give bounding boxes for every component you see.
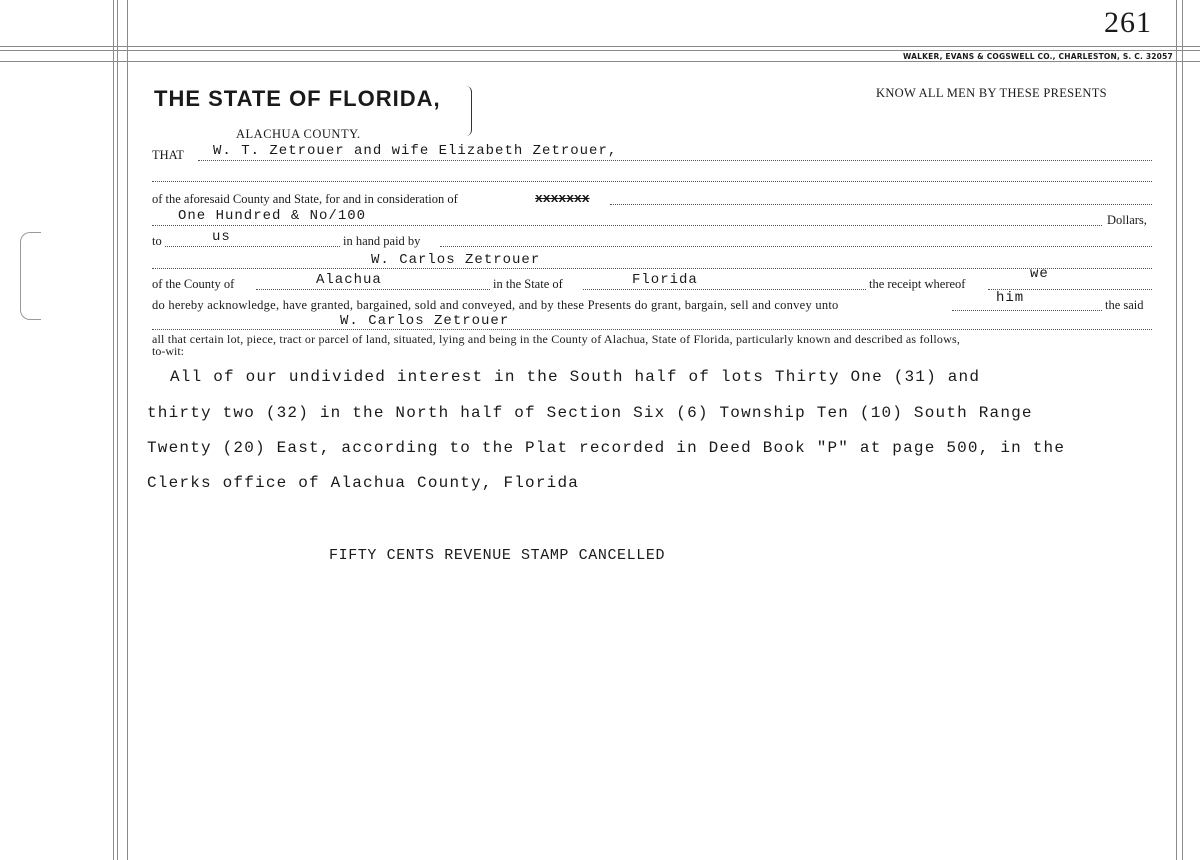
- binder-clip: [20, 232, 41, 320]
- convey-value: him: [996, 290, 1025, 306]
- to-value: us: [212, 229, 231, 245]
- amount-value: One Hundred & No/100: [178, 208, 367, 224]
- to-label: to: [152, 234, 162, 248]
- state-of-label: in the State of: [493, 277, 563, 291]
- hand-paid-line: [440, 246, 1152, 247]
- grantee-line: [152, 329, 1152, 330]
- the-said-label: the said: [1105, 298, 1144, 312]
- consideration-struck: xxxxxxx: [535, 191, 590, 206]
- that-label: THAT: [152, 148, 184, 162]
- convey-line: [952, 310, 1102, 311]
- county-of-line: [256, 289, 490, 290]
- margin-line-right-1: [1176, 0, 1177, 860]
- description-line3: Twenty (20) East, according to the Plat recorded in Deed Book "P" at page 500, in the: [147, 439, 1066, 457]
- state-value: Florida: [632, 272, 698, 288]
- know-all-men: KNOW ALL MEN BY THESE PRESENTS: [876, 86, 1107, 100]
- header-rule-1: [0, 46, 1200, 47]
- land-clause-line2: to-wit:: [152, 344, 184, 358]
- blank-line: [152, 181, 1152, 182]
- amount-line: [152, 225, 1102, 226]
- consideration-line: [610, 204, 1152, 205]
- to-line: [165, 246, 340, 247]
- state-title: THE STATE OF FLORIDA,: [154, 86, 441, 111]
- page-number: 261: [1104, 6, 1152, 39]
- grantors-line: [198, 160, 1152, 161]
- state-of-line: [583, 289, 866, 290]
- county-bracket: [463, 86, 472, 136]
- grantee-value: W. Carlos Zetrouer: [340, 313, 510, 329]
- land-clause-line1: all that certain lot, piece, tract or parcel of land, situated, lying and being in the County of Alachua, State of Florida, particularly known and described as follows,: [152, 332, 961, 346]
- dollars-label: Dollars,: [1107, 213, 1147, 227]
- description-line1: All of our undivided interest in the South half of lots Thirty One (31) and: [170, 368, 981, 386]
- margin-line-right-2: [1182, 0, 1183, 860]
- consideration-label: of the aforesaid County and State, for and in consideration of: [152, 192, 458, 206]
- receipt-label: the receipt whereof: [869, 277, 966, 291]
- acknowledge-text: do hereby acknowledge, have granted, bargained, sold and conveyed, and by these Presents do grant, bargain, sell and convey unto: [152, 298, 839, 312]
- county-of-label: of the County of: [152, 277, 235, 291]
- header-rule-2: [0, 50, 1200, 51]
- grantors-value: W. T. Zetrouer and wife Elizabeth Zetrouer,: [213, 143, 618, 159]
- margin-line-left-1: [113, 0, 114, 860]
- margin-line-left-3: [127, 0, 128, 860]
- county-value: Alachua: [316, 272, 382, 288]
- receipt-value: we: [1030, 266, 1049, 282]
- hand-paid-label: in hand paid by: [343, 234, 421, 248]
- county-label: ALACHUA COUNTY.: [236, 127, 361, 141]
- printer-imprint: WALKER, EVANS & COGSWELL CO., CHARLESTON, S. C. 32057: [903, 52, 1173, 61]
- description-line4: Clerks office of Alachua County, Florida: [147, 474, 580, 492]
- revenue-stamp-note: FIFTY CENTS REVENUE STAMP CANCELLED: [329, 547, 666, 564]
- margin-line-left-2: [117, 0, 118, 860]
- payer-value: W. Carlos Zetrouer: [371, 252, 541, 268]
- description-line2: thirty two (32) in the North half of Section Six (6) Township Ten (10) South Range: [147, 404, 1033, 422]
- payer-line: [152, 268, 1152, 269]
- header-rule-3: [0, 61, 1200, 62]
